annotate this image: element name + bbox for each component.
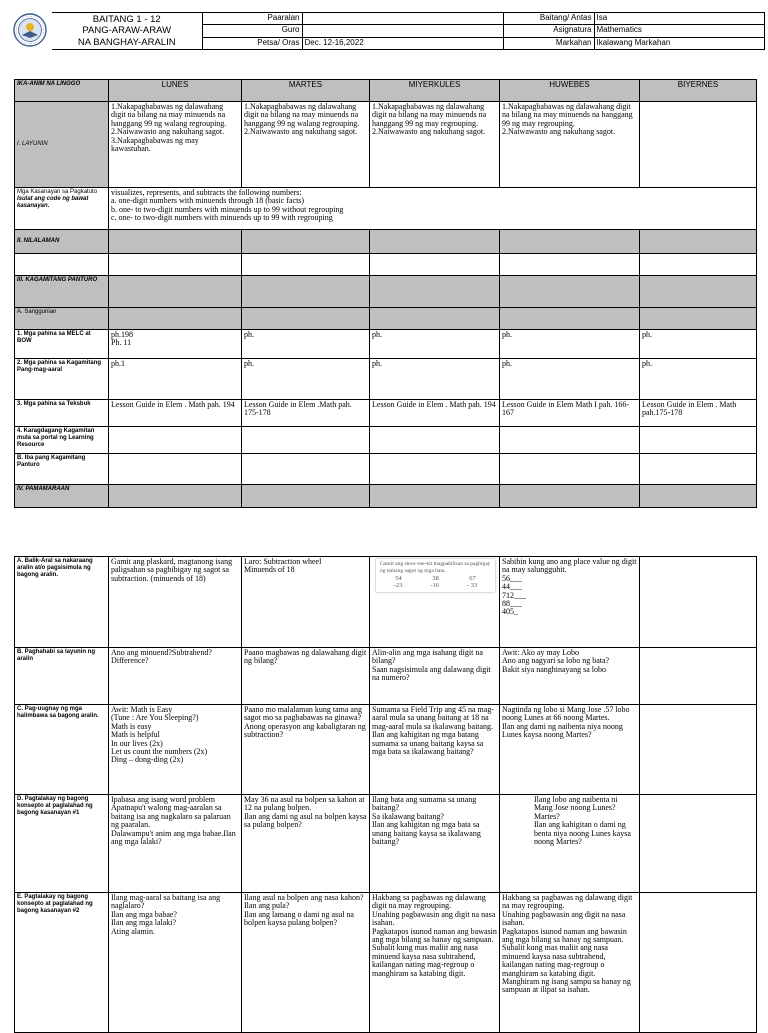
pamamaraan-label: IV. PAMAMARAAN xyxy=(15,485,109,508)
lesson-table-bottom xyxy=(14,556,757,1033)
paaralan-value xyxy=(302,13,503,25)
activity-cell: Ilang bata ang sumama sa unang baitang? Sa ikalawang baitang? Ilan ang kahigitan ng mga bata sa unang baitang kaysa sa ikalawang baitang? xyxy=(370,795,500,893)
empty-cell xyxy=(370,254,500,276)
day-header: MARTES xyxy=(242,80,370,102)
kasanayan-label-a: Mga Kasanayan sa Pagkatuto xyxy=(17,189,98,195)
empty-cell xyxy=(109,230,242,254)
petsa-value: Dec. 12-16,2022 xyxy=(302,37,503,49)
pagtalakay-1-label: D. Pagtalakay ng bagong konsepto at paglalahad ng bagong kasanayan #1 xyxy=(15,795,109,893)
teksbuk-cell: Lesson Guide in Elem . Math pah. 194 xyxy=(370,400,500,427)
pangmag-cell: ph. xyxy=(500,359,640,400)
header-table xyxy=(52,12,765,50)
guro-value xyxy=(302,25,503,37)
balik-aral-label: A. Balik-Aral sa nakaraang aralin at/o pagsisimula ng bagong aralin. xyxy=(15,557,109,648)
empty-cell xyxy=(640,230,757,254)
activity-cell: Paano mo malalaman kung tama ang sagot mo sa pagbabawas na ginawa? Anong operasyon ang kabaligtaran ng subtraction? xyxy=(242,705,370,795)
empty-cell xyxy=(500,308,640,330)
paghahabi-label: B. Paghahabi sa layunin ng aralin xyxy=(15,648,109,705)
melc-label: 1. Mga pahina sa MELC at BOW xyxy=(15,330,109,359)
melc-cell: ph. xyxy=(242,330,370,359)
activity-cell: Laro: Subtraction wheel Minuends of 18 xyxy=(242,557,370,648)
mini-value: - 33 xyxy=(466,582,478,589)
teksbuk-cell: Lesson Guide in Elem . Math pah.175-178 xyxy=(640,400,757,427)
layunin-label: I. LAYUNIN xyxy=(15,102,109,188)
activity-cell xyxy=(640,893,757,1033)
guro-label: Guro xyxy=(202,25,302,37)
week-label: IKA-ANIM NA LINGGO xyxy=(15,80,109,102)
empty-cell xyxy=(242,276,370,308)
activity-cell: Sumama sa Field Trip ang 45 na mag-aaral mula sa unang baitang at 18 na mag-aaral mula sa ikalawang baitang. Ilan ang kahigitan ng mga batang sumama sa unang baitang kaysa sa mga bata sa ikalawang baitang? xyxy=(370,705,500,795)
iba-label: B. Iba pang Kagamitang Panturo xyxy=(15,454,109,485)
empty-cell xyxy=(500,427,640,454)
pangmag-cell: ph. xyxy=(242,359,370,400)
activity-cell: Awit: Ako ay may Lobo Ano ang nagyari sa lobo ng bata? Bakit siya nanghinayang sa lobo xyxy=(500,648,640,705)
melc-cell: ph. xyxy=(500,330,640,359)
empty-cell xyxy=(242,485,370,508)
mini-value: 54 xyxy=(395,575,402,583)
empty-cell xyxy=(109,254,242,276)
teksbuk-cell: Lesson Guide in Elem .Math pah. 175-178 xyxy=(242,400,370,427)
activity-cell: Ilang lobo ang naibenta ni Mang Jose noong Lunes? Martes? Ilan ang kahigitan o dami ng benta niya noong Lunes kaysa noong Martes? xyxy=(500,795,640,893)
activity-cell: Nagtinda ng lobo si Mang Jose .57 lobo noong Lunes at 66 noong Martes. Ilan ang dami ng naibenta niya noong Lunes kaysa noong Martes? xyxy=(500,705,640,795)
kagamitan-label: III. KAGAMITANG PANTURO xyxy=(15,276,109,308)
empty-cell xyxy=(370,230,500,254)
empty-cell xyxy=(500,454,640,485)
mini-caption: Gamit ang show-me-kit magpabilisan sa pagbigay ng tamang sagot ng mga bata. xyxy=(380,561,491,574)
title-block xyxy=(52,13,202,50)
title-line-2: PANG-ARAW-ARAW xyxy=(82,25,172,37)
layunin-cell: 1.Nakapagbabawas ng dalawahang digit na bilang na may minuends na hanggang 99 ng walang regrouping. 2.Naiwawasto ang nakuhang sagot. xyxy=(242,102,370,188)
asignatura-value: Mathematics xyxy=(594,25,764,37)
deped-seal xyxy=(13,13,47,47)
pangmag-cell: ph. xyxy=(370,359,500,400)
title-line-1: BAITANG 1 - 12 xyxy=(92,14,161,25)
day-header: LUNES xyxy=(109,80,242,102)
activity-cell: Gamit ang plaskard, magtanong isang paligsahan sa pagbibigay ng sagot sa subtraction. (minuends of 18) xyxy=(109,557,242,648)
empty-cell xyxy=(109,485,242,508)
activity-cell: Ilang asul na bolpen ang nasa kahon? Ilan ang pula? Ilan ang lamang o dami ng asul na bolpen kaysa pulang bolpen? xyxy=(242,893,370,1033)
activity-cell: Sabihin kung ano ang place value ng digit na may salungguhit. 56___ 44___ 712___ 88___ 405_ xyxy=(500,557,640,648)
empty-cell xyxy=(500,254,640,276)
lesson-table-top xyxy=(14,79,757,508)
empty-cell xyxy=(640,454,757,485)
empty-cell xyxy=(242,427,370,454)
empty-cell xyxy=(15,254,109,276)
petsa-label: Petsa/ Oras xyxy=(202,37,302,49)
empty-cell xyxy=(500,485,640,508)
paaralan-label: Paaralan xyxy=(202,13,302,25)
pangmag-cell: ph.1 xyxy=(109,359,242,400)
mini-value: 38 xyxy=(432,575,439,583)
empty-cell xyxy=(370,427,500,454)
pag-uugnay-label: C. Pag-uugnay ng mga halimbawa sa bagong aralin. xyxy=(15,705,109,795)
pagtalakay-2-label: E. Pagtalakay ng bagong konsepto at paglalahad ng bagong kasanayan #2 xyxy=(15,893,109,1033)
empty-cell xyxy=(109,308,242,330)
markahan-value: Ikalawang Markahan xyxy=(594,37,764,49)
empty-cell xyxy=(640,254,757,276)
layunin-cell: 1.Nakapagbabawas ng dalawahang digit na bilang na may minuends na hanggang 99 ng walang regrouping. 2.Naiwawasto ang nakuhang sagot. 3.Nakapagbabawas ng may kawastuhan. xyxy=(109,102,242,188)
empty-cell xyxy=(109,276,242,308)
empty-cell xyxy=(500,230,640,254)
show-me-kit-card xyxy=(376,559,495,592)
empty-cell xyxy=(370,276,500,308)
teksbuk-cell: Lesson Guide in Elem Math I pah. 166-167 xyxy=(500,400,640,427)
asignatura-label: Asignatura xyxy=(503,25,594,37)
empty-cell xyxy=(242,230,370,254)
activity-cell: Awit: Math is Easy (Tune : Are You Sleeping?) Math is easy Math is helpful In our lives (2x) Let us count the numbers (2x) Ding – dong-ding (2x) xyxy=(109,705,242,795)
activity-cell xyxy=(640,648,757,705)
empty-cell xyxy=(370,454,500,485)
activity-cell xyxy=(640,557,757,648)
day-header: BIYERNES xyxy=(640,80,757,102)
activity-cell xyxy=(370,557,500,648)
empty-cell xyxy=(109,454,242,485)
kasanayan-label-b: Isulat ang code ng bawat kasanayan. xyxy=(17,195,89,209)
karagdagang-label: 4. Karagdagang Kagamitan mula sa portal ng Learning Resource xyxy=(15,427,109,454)
empty-cell xyxy=(640,308,757,330)
activity-cell: Ipabasa ang isang word problem Apatnapu't walong mag-aaralan sa baitang isa ang nagkalaro sa palaruan ng paaralan. Dalawampu't anim ang mga babae.Ilan ang mga lalaki? xyxy=(109,795,242,893)
empty-cell xyxy=(500,276,640,308)
teksbuk-cell: Lesson Guide in Elem . Math pah. 194 xyxy=(109,400,242,427)
empty-cell xyxy=(370,485,500,508)
mini-value: 67 xyxy=(469,575,476,583)
mini-value: -16 xyxy=(430,582,440,589)
layunin-cell: 1.Nakapagbabawas ng dalawahang digit na bilang na may minuends na hanggang 99 ng may regrouping. 2.Naiwawasto ang nakuhang sagot. xyxy=(500,102,640,188)
empty-cell xyxy=(242,308,370,330)
activity-cell xyxy=(640,795,757,893)
pangmag-cell: ph. xyxy=(640,359,757,400)
baitang-value: Isa xyxy=(594,13,764,25)
activity-cell: Ilang mag-aaral sa baitang isa ang naglalaro? Ilan ang mga babae? Ilan ang mga lalaki? Ating alamin. xyxy=(109,893,242,1033)
markahan-label: Markahan xyxy=(503,37,594,49)
empty-cell xyxy=(109,427,242,454)
melc-cell: ph. xyxy=(370,330,500,359)
activity-cell: Alin-alin ang mga isahang digit na bilang? Saan nagsisimula ang dalawang digit na numero? xyxy=(370,648,500,705)
empty-cell xyxy=(242,454,370,485)
activity-cell: Paano magbawas ng dalawahang digit ng bilang? xyxy=(242,648,370,705)
title-line-3: NA BANGHAY-ARALIN xyxy=(77,36,176,48)
empty-cell xyxy=(640,485,757,508)
activity-cell: May 36 na asul na bolpen sa kahon at 12 na pulang bolpen. Ilan ang dami ng asul na bolpen kaysa sa pulang bolpen? xyxy=(242,795,370,893)
kasanayan-label xyxy=(15,188,109,230)
melc-cell: ph.198 Ph. 11 xyxy=(109,330,242,359)
empty-cell xyxy=(640,427,757,454)
activity-cell: Hakbang sa pagbawas ng dalawang digit na may regrouping. Unahing pagbawasin ang digit na nasa isahan. Pagkatapos isunod naman ang bawasin ang mga bilang sa hanay ng sampuan. Subalit kung mas maliit ang nasa minuend kaysa nasa subtrahend, kailangan nating mag-regroup o manghiram sa katabing digit. Manghiram ng isang sampu sa hanay ng sampuan at ilipat sa isahan. xyxy=(500,893,640,1033)
empty-cell xyxy=(370,308,500,330)
activity-cell: Hakbang sa pagbawas ng dalawang digit na may regrouping. Unahing pagbawasin ang digit na nasa isahan. Pagkatapos isunod naman ang bawasin ang mga bilang sa hanay ng sampuan. Subalit kung mas maliit ang nasa minuend kaysa nasa subtrahend, kailangan nating mag-regroup o manghiram sa katabing digit. xyxy=(370,893,500,1033)
layunin-cell xyxy=(640,102,757,188)
empty-cell xyxy=(640,276,757,308)
day-header: HUWEBES xyxy=(500,80,640,102)
activity-cell: Ano ang minuend?Subtrahend? Difference? xyxy=(109,648,242,705)
teksbuk-label: 3. Mga pahina sa Teksbuk xyxy=(15,400,109,427)
sanggunian-label: A. Sanggunian xyxy=(15,308,109,330)
layunin-cell: 1.Nakapagbabawas ng dalawahang digit na bilang na may minuends na hanggang 99 ng may regrouping. 2.Naiwawasto ang nakuhang sagot. xyxy=(370,102,500,188)
empty-cell xyxy=(242,254,370,276)
baitang-label: Baitang/ Antas xyxy=(503,13,594,25)
nilalaman-label: II. NILALAMAN xyxy=(15,230,109,254)
mini-value: -23 xyxy=(393,582,403,589)
pangmag-label: 2. Mga pahina sa Kagamitang Pang-mag-aaral xyxy=(15,359,109,400)
kasanayan-text: visualizes, represents, and subtracts the following numbers: a. one-digit numbers with minuends through 18 (basic facts) b. one- to two-digit numbers with minuends up to 99 without regrouping c. one- to two-digit numbers with minuends up to 99 with regrouping xyxy=(109,188,757,230)
activity-cell xyxy=(640,705,757,795)
melc-cell: ph. xyxy=(640,330,757,359)
day-header: MIYERKULES xyxy=(370,80,500,102)
